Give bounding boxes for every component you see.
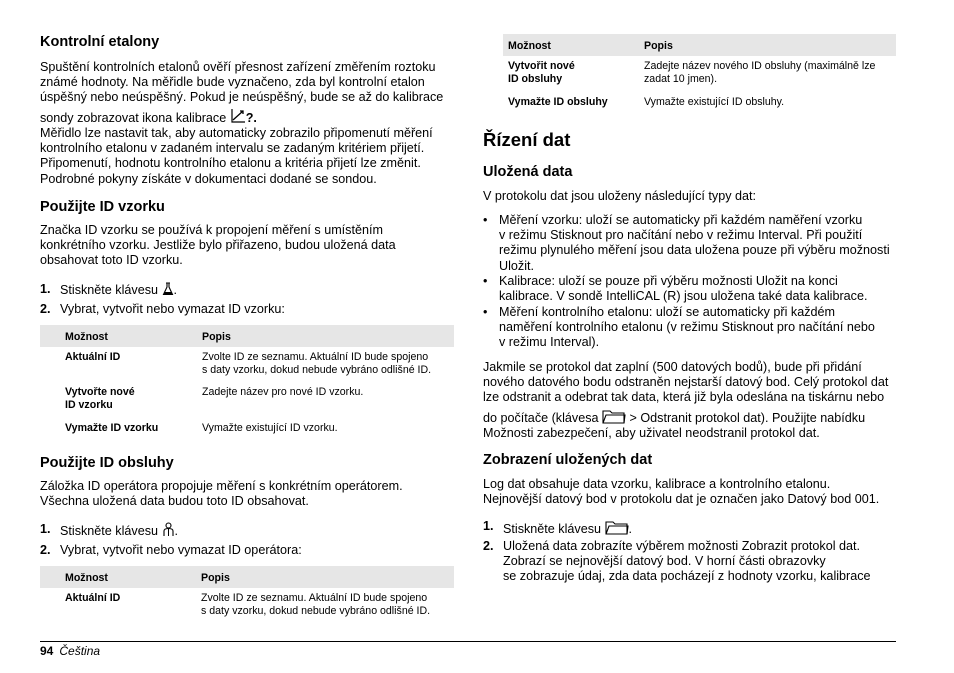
table-cell-option: Vymažte ID vzorku <box>65 422 159 434</box>
calibration-icon <box>230 108 246 124</box>
heading-rizeni-dat: Řízení dat <box>483 129 571 150</box>
table-header <box>503 34 896 56</box>
table-cell-option: ID obsluhy <box>508 73 563 85</box>
paragraph-kontrolni-2: Měřidlo lze nastavit tak, aby automaticky zobrazilo připomenutí měření kontrolního etalonu v zadaném intervalu se zadaným kritériem přijetí. Připomenutí, hodnotu kontrolního etalonu a kritéria přijetí lze změnit. Podrobné pokyny získáte v dokumentaci dodané se sondou. <box>40 126 433 186</box>
list-item: • Měření kontrolního etalonu: uloží se automaticky při každém naměření kontrolního etalonu (v režimu Stisknout pro načítání nebo v režimu Interval). <box>483 305 875 350</box>
table-id-obsluhy-continued: Možnost Popis Vytvořit nové ID obsluhy Zadejte název nového ID obsluhy (maximálně lze zadat 10 jmen). Vymažte ID obsluhy Vymažte existující ID obsluhy. <box>503 34 896 114</box>
paragraph-id-obsluhy: Záložka ID operátora propojuje měření s konkrétním operátorem. Všechna uložená data budou toto ID obsahovat. <box>40 479 403 509</box>
heading-id-obsluhy: Použijte ID obsluhy <box>40 455 174 471</box>
footer-language: Čeština <box>59 644 101 658</box>
heading-ulozena-data: Uložená data <box>483 164 573 180</box>
paragraph-zobrazeni: Log dat obsahuje data vzorku, kalibrace a kontrolního etalonu. Nejnovější datový bod v protokolu dat je označen jako Datový bod 001. <box>483 477 880 507</box>
operator-icon <box>162 522 175 537</box>
table-cell-desc: Vymažte existující ID vzorku. <box>202 422 338 434</box>
folder-icon <box>605 519 629 535</box>
table-cell-option: Vytvořit nové <box>508 60 575 72</box>
table-cell-option: Vymažte ID obsluhy <box>508 96 608 108</box>
page-number: 94 <box>40 644 54 658</box>
table-cell-desc: s daty vzorku, dokud nebude vybráno odlišné ID. <box>201 605 431 617</box>
folder-icon <box>602 408 626 424</box>
list-item: • Měření vzorku: uloží se automaticky při každém naměření vzorku v režimu Stisknout pro načítání nebo v režimu Interval. Při použití režimu plynulého měření jsou data uložena pouze při výběru možnosti Uložit. <box>483 213 890 273</box>
table-cell-desc: Zvolte ID ze seznamu. Aktuální ID bude spojeno <box>201 592 428 604</box>
heading-id-vzorku: Použijte ID vzorku <box>40 199 165 215</box>
table-id-vzorku: Možnost Popis Aktuální ID Zvolte ID ze seznamu. Aktuální ID bude spojeno s daty vzorku, dokud nebude vybráno odlišné ID. Vytvořte nové ID vzorku Zadejte název pro nové ID vzorku. Vymažte ID vzorku Vymažte existující ID vzorku. <box>40 325 454 440</box>
table-cell-option: Aktuální ID <box>65 351 121 363</box>
footer-rule <box>40 641 896 642</box>
paragraph-kontrolni-1: Spuštění kontrolních etalonů ověří přesnost zařízení změřením roztoku známé hodnoty. Na měřidle bude vyznačeno, zda byl kontrolní etalon úspěšný nebo neúspěšný. Pokud je neúspěšný, bude se až do kalibrace sondy zobrazovat ikona kalibrace ?. <box>40 60 444 125</box>
table-id-obsluhy: Možnost Popis Aktuální ID Zvolte ID ze seznamu. Aktuální ID bude spojeno s daty vzorku, dokud nebude vybráno odlišné ID. <box>40 566 454 624</box>
table-cell-desc: Zvolte ID ze seznamu. Aktuální ID bude spojeno <box>202 351 429 363</box>
table-cell-desc: zadat 10 jmen). <box>644 73 718 85</box>
sample-flask-icon <box>162 282 174 296</box>
list-item: • Kalibrace: uloží se pouze při výběru možnosti Uložit na konci kalibrace. V sondě IntelliCAL (R) jsou uložena také data kalibrace. <box>483 274 868 304</box>
table-cell-desc: Vymažte existující ID obsluhy. <box>644 96 785 108</box>
table-cell-desc: s daty vzorku, dokud nebude vybráno odlišné ID. <box>202 364 432 376</box>
table-cell-desc: Zadejte název nového ID obsluhy (maximálně lze <box>644 60 876 72</box>
table-cell-desc: Zadejte název pro nové ID vzorku. <box>202 386 364 398</box>
page-footer <box>40 644 100 658</box>
table-cell-option: Aktuální ID <box>65 592 121 604</box>
paragraph-ulozena-2: Jakmile se protokol dat zaplní (500 datových bodů), bude při přidání nového datového bodu odstraněn nejstarší datový bod. Celý protokol dat lze odstranit a odebrat tak data, která již byla odeslána na tiskárnu nebo do počítače (klávesa > Odstranit protokol dat). Použijte nabídku Možnosti zabezpečení, aby uživatel neodstranil protokol dat. <box>483 360 889 440</box>
paragraph-ulozena-intro: V protokolu dat jsou uloženy následující typy dat: <box>483 189 757 203</box>
paragraph-id-vzorku: Značka ID vzorku se používá k propojení měření s umístěním konkrétního vzorku. Jestliže bylo přiřazeno, budou uložená data obsahovat toto ID vzorku. <box>40 223 396 268</box>
table-cell-option: Vytvořte nové <box>65 386 135 398</box>
heading-kontrolni-etalony: Kontrolní etalony <box>40 34 160 50</box>
heading-zobrazeni-dat: Zobrazení uložených dat <box>483 452 653 468</box>
table-cell-option: ID vzorku <box>65 399 113 411</box>
